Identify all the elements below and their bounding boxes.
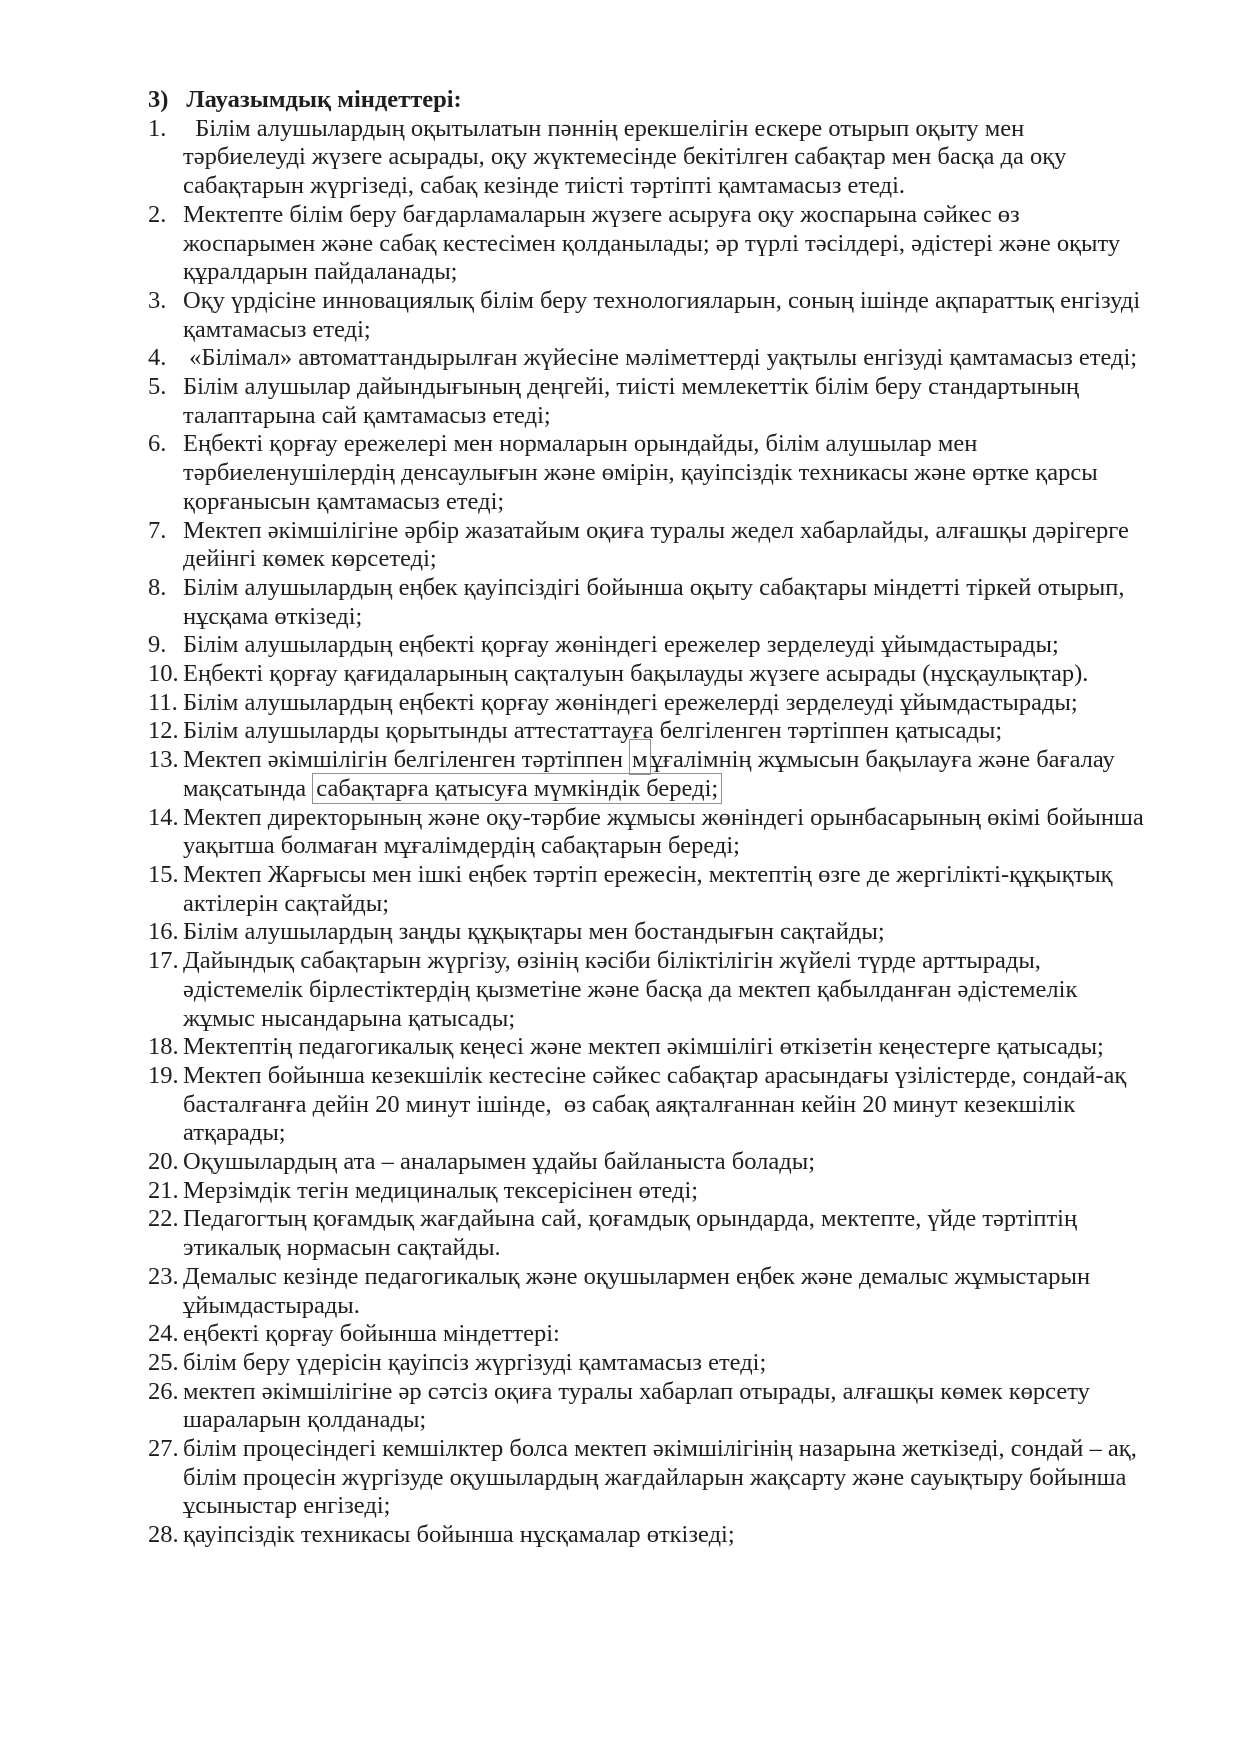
list-item-21 xyxy=(148,1177,1152,1206)
item-text: білім процесіндегі кемшілктер болса мектеп әкімшілігінің назарына жеткізеді, сондай – ақ, білім процесін жүргізуде оқушылардың жағдайларын жақсарту және сауықтыру бойынша ұсыныстар енгізеді; xyxy=(183,1435,1143,1520)
list-item-19 xyxy=(148,1062,1152,1148)
item-number: 1. xyxy=(148,114,167,142)
item-number: 25. xyxy=(148,1348,179,1376)
item-number: 16. xyxy=(148,918,179,946)
item-number: 10. xyxy=(148,660,179,688)
list-item-15 xyxy=(148,861,1152,918)
list-item-28 xyxy=(148,1521,1152,1550)
item-number: 6. xyxy=(148,430,167,458)
list-item-2 xyxy=(148,201,1152,287)
item-text: Білім алушыларды қорытынды аттестаттауға белгіленген тәртіппен қатысады; xyxy=(183,717,1003,745)
duties-list xyxy=(148,115,1152,1550)
list-item-4 xyxy=(148,344,1152,373)
item-text: Білім алушылар дайындығының деңгейі, тиісті мемлекеттік білім беру стандартының талаптарына сай қамтамасыз етеді; xyxy=(183,373,1086,429)
list-item-16 xyxy=(148,918,1152,947)
list-item-24 xyxy=(148,1320,1152,1349)
item-text: Білім алушылардың еңбек қауіпсіздігі бойынша оқыту сабақтары міндетті тіркей отырып, нұсқама өткізеді; xyxy=(183,573,1131,630)
list-item-17 xyxy=(148,947,1152,1033)
item-number: 17. xyxy=(148,947,179,975)
item-text: Демалыс кезінде педагогикалық және оқушылармен еңбек және демалыс жұмыстарын ұйымдастырады. xyxy=(183,1262,1097,1319)
item-number: 27. xyxy=(148,1435,179,1463)
item-text: Мектеп әкімшілігін белгіленген тәртіппен м ұғалімнің жұмысын бақылауға және бағалау мақсатында сабақтарға қатысуға мүмкіндік береді; xyxy=(183,746,1152,803)
item-text: Педагогтың қоғамдық жағдайына сай, қоғамдық орындарда, мектепте, үйде тәртіптің этикалық нормасын сақтайды. xyxy=(183,1205,1084,1262)
item-text: Оқу үрдісіне инновациялық білім беру технологияларын, соның ішінде ақпараттық енгізуді қамтамасыз етеді; xyxy=(183,286,1147,343)
list-item-27 xyxy=(148,1435,1152,1521)
item-text: Мектеп бойынша кезекшілік кестесіне сәйкес сабақтар арасындағы үзілістерде, сондай-ақ басталғанға дейін 20 минут ішінде, өз сабақ аяқталғаннан кейін 20 минут кезекшілік атқарады; xyxy=(183,1061,1133,1147)
item-number: 4. xyxy=(148,344,167,372)
item-text: Мектепте білім беру бағдарламаларын жүзеге асыруға оқу жоспарына сәйкес өз жоспарымен және сабақ кестесімен қолданылады; әр түрлі тәсілдері, әдістері және оқыту құралдарын пайдаланады; xyxy=(183,200,1127,286)
item-number: 11. xyxy=(148,688,178,716)
item-number: 13. xyxy=(148,746,179,774)
item-text: Мектеп әкімшілігіне әрбір жазатайым оқиға туралы жедел хабарлайды, алғашқы дәрігерге дейінгі көмек көрсетеді; xyxy=(183,516,1136,573)
list-item-26 xyxy=(148,1378,1152,1435)
list-item-3 xyxy=(148,287,1152,344)
item-text: Білім алушылардың оқытылатын пәннің ерекшелігін ескере отырып оқыту мен тәрбиелеуді жүзеге асырады, оқу жүктемесінде бекітілген сабақтар мен басқа да оқу сабақтарын жүргізеді, сабақ кезінде тиісті тәртіпті қамтамасыз етеді. xyxy=(183,114,1073,200)
item-number: 28. xyxy=(148,1521,179,1549)
item-number: 8. xyxy=(148,573,167,601)
document-heading xyxy=(148,86,1152,115)
item-number: 14. xyxy=(148,803,179,831)
item-text: Еңбекті қорғау қағидаларының сақталуын бақылауды жүзеге асырады (нұсқаулықтар). xyxy=(183,660,1089,688)
item-text: еңбекті қорғау бойынша міндеттері: xyxy=(183,1320,560,1348)
item-text: Білім алушылардың еңбекті қорғау жөніндегі ережелер зерделеуді ұйымдастырады; xyxy=(183,631,1059,659)
item-text: қауіпсіздік техникасы бойынша нұсқамалар өткізеді; xyxy=(183,1521,735,1549)
item-text: Білім алушылардың заңды құқықтары мен бостандығын сақтайды; xyxy=(183,918,885,946)
list-item-8 xyxy=(148,574,1152,631)
list-item-9 xyxy=(148,631,1152,660)
list-item-25 xyxy=(148,1349,1152,1378)
heading-number: 3) xyxy=(148,86,169,113)
list-item-18 xyxy=(148,1033,1152,1062)
item-text: Мектеп Жарғысы мен ішкі еңбек тәртіп ережесін, мектептің өзге де жергілікті-құқықтық актілерін сақтайды; xyxy=(183,860,1119,917)
item-number: 3. xyxy=(148,286,167,314)
list-item-20 xyxy=(148,1148,1152,1177)
item-number: 22. xyxy=(148,1205,179,1233)
list-item-13 xyxy=(148,746,1152,803)
list-item-7 xyxy=(148,517,1152,574)
list-item-22 xyxy=(148,1205,1152,1262)
item-number: 2. xyxy=(148,200,167,228)
item-number: 19. xyxy=(148,1061,179,1089)
list-item-5 xyxy=(148,373,1152,430)
item-text: «Білімал» автоматтандырылған жүйесіне мәліметтерді уақтылы енгізуді қамтамасыз етеді; xyxy=(183,344,1138,372)
item-number: 12. xyxy=(148,717,179,745)
item-number: 7. xyxy=(148,516,167,544)
list-item-14 xyxy=(148,804,1152,861)
list-item-10 xyxy=(148,660,1152,689)
item-number: 9. xyxy=(148,631,167,659)
item-number: 21. xyxy=(148,1176,179,1204)
item-text: Дайындық сабақтарын жүргізу, өзінің кәсіби біліктілігін жүйелі түрде арттырады, әдістемелік бірлестіктердің қызметіне және басқа да мектеп қабылданған әдістемелік жұмыс нысандарына қатысады; xyxy=(183,947,1084,1032)
heading-label: Лауазымдық міндеттері: xyxy=(186,86,462,113)
item-text: білім беру үдерісін қауіпсіз жүргізуді қамтамасыз етеді; xyxy=(183,1348,767,1376)
item-text: Мерзімдік тегін медициналық тексерісінен өтеді; xyxy=(183,1176,699,1204)
item-number: 15. xyxy=(148,860,179,888)
item-text: Оқушылардың ата – аналарымен ұдайы байланыста болады; xyxy=(183,1148,815,1176)
framed-phrase: сабақтарға қатысуға мүмкіндік береді; xyxy=(312,773,722,804)
item-number: 20. xyxy=(148,1148,179,1176)
item-text: мектеп әкімшілігіне әр сәтсіз оқиға туралы хабарлап отырады, алғашқы көмек көрсету шараларын қолданады; xyxy=(183,1377,1096,1434)
list-item-11 xyxy=(148,689,1152,718)
framed-letter: м xyxy=(629,739,651,775)
item-number: 18. xyxy=(148,1033,179,1061)
list-item-6 xyxy=(148,430,1152,516)
list-item-1 xyxy=(148,115,1152,201)
item-text: Мектеп директорының және оқу-тәрбие жұмысы жөніндегі орынбасарының өкімі бойынша уақытша болмаған мұғалімдердің сабақтарын береді; xyxy=(183,803,1150,860)
item-number: 23. xyxy=(148,1262,179,1290)
item-text: Мектептің педагогикалық кеңесі және мектеп әкімшілігі өткізетін кеңестерге қатысады; xyxy=(183,1033,1104,1061)
item-text: Білім алушылардың еңбекті қорғау жөніндегі ережелерді зерделеуді ұйымдастырады; xyxy=(183,688,1078,716)
list-item-23 xyxy=(148,1263,1152,1320)
item-number: 24. xyxy=(148,1320,179,1348)
item-number: 5. xyxy=(148,373,167,401)
item-number: 26. xyxy=(148,1377,179,1405)
item-text: Еңбекті қорғау ережелері мен нормаларын орындайды, білім алушылар мен тәрбиеленушілердің денсаулығын және өмірін, қауіпсіздік техникасы және өртке қарсы қорғанысын қамтамасыз етеді; xyxy=(183,430,1104,515)
